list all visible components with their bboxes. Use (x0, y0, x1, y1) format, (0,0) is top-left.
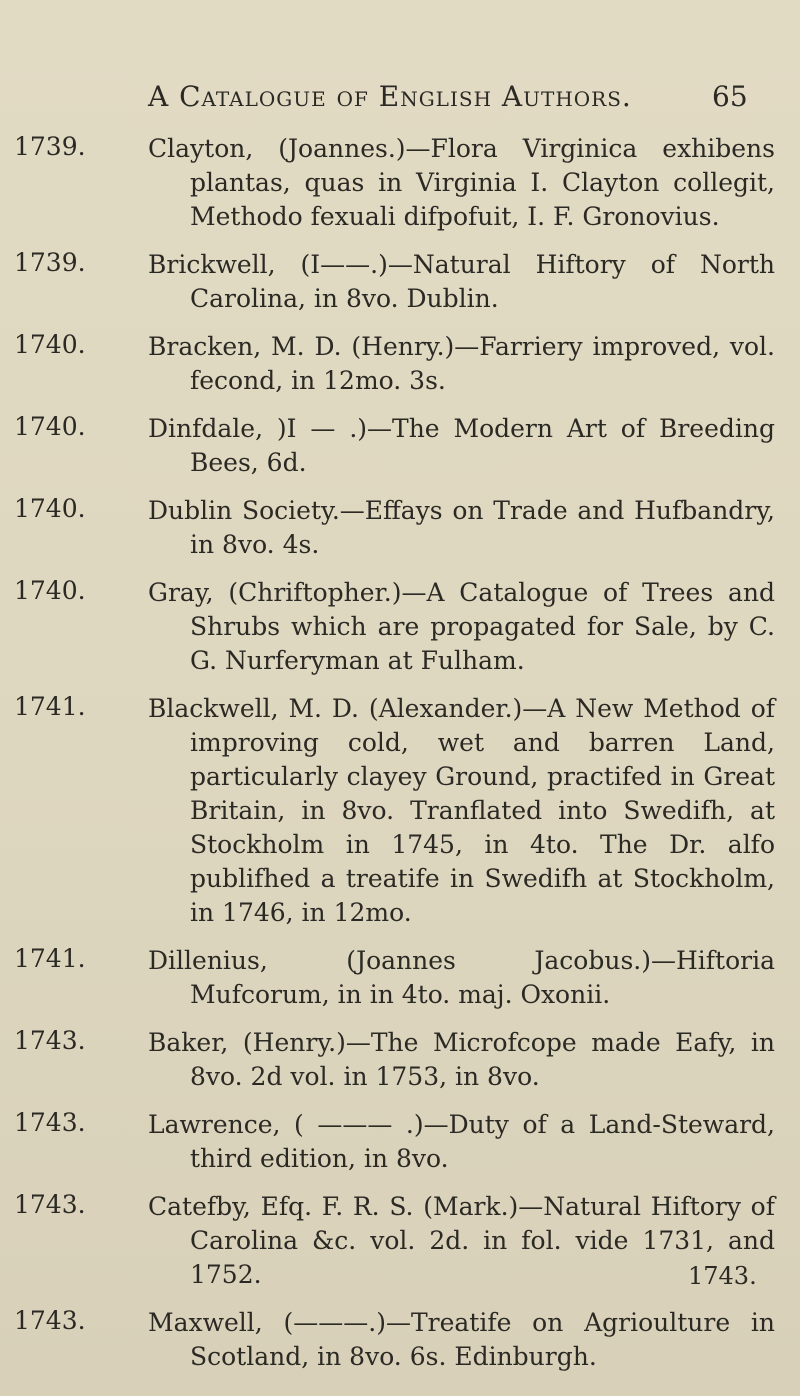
entry-year: 1743. (14, 1026, 86, 1055)
entry-text: Catefby, Efq. F. R. S. (Mark.)—Natural Hiftory of Carolina &c. vol. 2d. in fol. vide 1731, and 1752. (148, 1192, 775, 1289)
entry-year: 1741. (14, 692, 86, 721)
entry-year: 1743. (14, 1108, 86, 1137)
entry-list (0, 132, 800, 1388)
entry-year: 1741. (14, 944, 86, 973)
entry-year: 1743. (14, 1306, 86, 1335)
entry-text: Dublin Society.—Effays on Trade and Hufbandry, in 8vo. 4s. (148, 496, 775, 559)
entry-year: 1740. (14, 494, 86, 523)
catalogue-entry (0, 248, 800, 316)
catalogue-entry (0, 944, 800, 1012)
catalogue-entry (0, 1108, 800, 1176)
entry-text: Blackwell, M. D. (Alexander.)—A New Method of improving cold, wet and barren Land, particularly clayey Ground, practifed in Great Britain, in 8vo. Tranflated into Swedifh, at Stockholm in 1745, in 4to. The Dr. alfo publifhed a treatife in Swedifh at Stockholm, in 1746, in 12mo. (148, 694, 775, 927)
catchword: 1743. (688, 1262, 757, 1290)
page-number: 65 (712, 80, 748, 113)
entry-text: Gray, (Chriftopher.)—A Catalogue of Trees and Shrubs which are propagated for Sale, by C. G. Nurferyman at Fulham. (148, 578, 775, 675)
entry-year: 1739. (14, 248, 86, 277)
catalogue-entry (0, 1190, 800, 1292)
catalogue-entry (0, 692, 800, 930)
catalogue-entry (0, 1026, 800, 1094)
entry-year: 1740. (14, 576, 86, 605)
entry-text: Maxwell, (———.)—Treatife on Agrioulture in Scotland, in 8vo. 6s. Edinburgh. (148, 1308, 775, 1371)
entry-text: Dinfdale, )I — .)—The Modern Art of Breeding Bees, 6d. (148, 414, 775, 477)
entry-year: 1743. (14, 1190, 86, 1219)
entry-text: Lawrence, ( ——— .)—Duty of a Land-Steward, third edition, in 8vo. (148, 1110, 775, 1173)
entry-text: Dillenius, (Joannes Jacobus.)—Hiftoria Mufcorum, in in 4to. maj. Oxonii. (148, 946, 775, 1009)
entry-text: Clayton, (Joannes.)—Flora Virginica exhibens plantas, quas in Virginia I. Clayton collegit, Methodo fexuali difpofuit, I. F. Gronovius. (148, 134, 775, 231)
catalogue-entry (0, 330, 800, 398)
running-title: A Catalogue of English Authors. (148, 80, 632, 113)
entry-text: Baker, (Henry.)—The Microfcope made Eafy, in 8vo. 2d vol. in 1753, in 8vo. (148, 1028, 775, 1091)
page-header (0, 80, 800, 120)
catalogue-entry (0, 1306, 800, 1374)
catalogue-entry (0, 576, 800, 678)
entry-year: 1740. (14, 412, 86, 441)
catalogue-entry (0, 132, 800, 234)
catalogue-entry (0, 412, 800, 480)
entry-year: 1740. (14, 330, 86, 359)
entry-text: Bracken, M. D. (Henry.)—Farriery improved, vol. fecond, in 12mo. 3s. (148, 332, 775, 395)
catalogue-entry (0, 494, 800, 562)
entry-year: 1739. (14, 132, 86, 161)
entry-text: Brickwell, (I——.)—Natural Hiftory of North Carolina, in 8vo. Dublin. (148, 250, 775, 313)
